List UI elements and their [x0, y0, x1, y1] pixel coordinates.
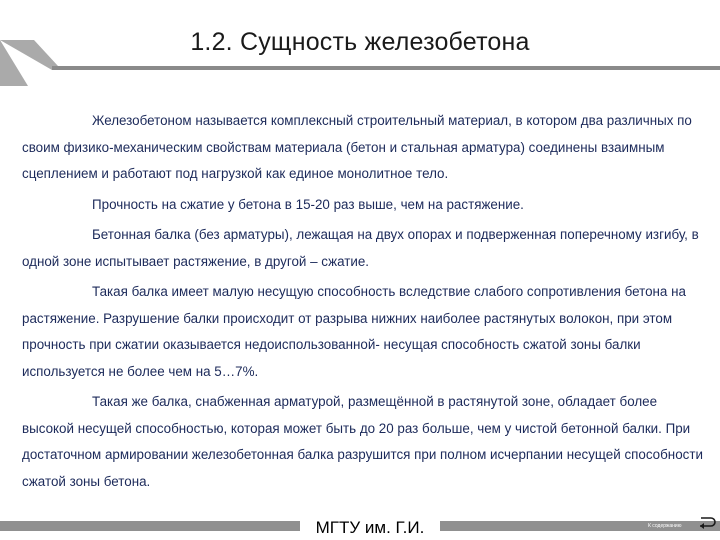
slide-title: 1.2. Сущность железобетона — [190, 28, 530, 56]
return-arrow-icon[interactable] — [697, 514, 717, 530]
paragraph-definition: Железобетоном называется комплексный строительный материал, в котором два различных по своим физико-механическим свойствам материала (бетон и стальная арматура) соединены взаимным сцеплением и работают под нагрузкой как единое монолитное тело. — [22, 113, 692, 181]
paragraph-unreinforced-beam: Бетонная балка (без арматуры), лежащая на двух опорах и подверженная поперечному изгибу, в одной зоне испытывает растяжение, в другой – сжатие. — [22, 227, 699, 269]
title-rule — [52, 66, 720, 70]
paragraph-low-capacity: Такая балка имеет малую несущую способность вследствие слабого сопротивления бетона на растяжение. Разрушение балки происходит от разрыва нижних наиболее растянутых волокон, при этом прочность при сжатии оказывается недоиспользованной- несущая способность сжатой зоны балки используется не более чем на 5…7%. — [22, 284, 686, 379]
paragraph-reinforced-beam: Такая же балка, снабженная арматурой, размещённой в растянутой зоне, обладает более высокой несущей способностью, которая может быть до 20 раз больше, чем у чистой бетонной балки. При достаточном армировании железобетонная балка разрушится при полном исчерпании несущей способности сжатой зоны бетона. — [22, 394, 703, 489]
slide-body — [22, 108, 712, 499]
paragraph-strength: Прочность на сжатие у бетона в 15-20 раз выше, чем на растяжение. — [92, 196, 524, 212]
footer-institution: МГТУ им. Г.И. — [300, 516, 440, 540]
return-to-contents-link[interactable]: К содержанию — [648, 523, 682, 529]
